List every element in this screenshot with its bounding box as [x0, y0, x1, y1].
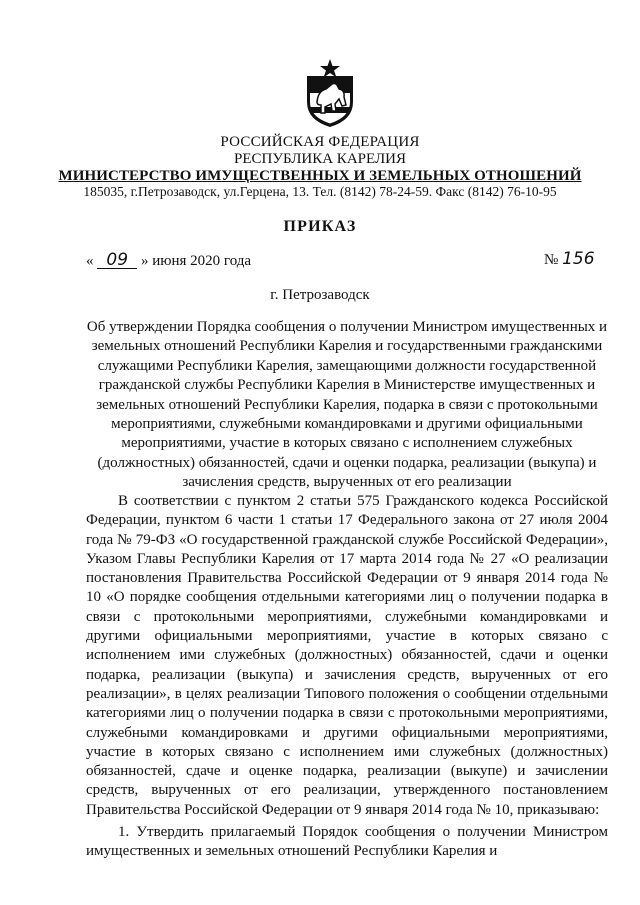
ministry-header: МИНИСТЕРСТВО ИМУЩЕСТВЕННЫХ И ЗЕМЕЛЬНЫХ ОТНОШЕНИЙ	[58, 168, 582, 184]
order-number	[544, 249, 595, 269]
region-header: РЕСПУБЛИКА КАРЕЛИЯ	[234, 151, 406, 167]
order-number-handwritten: 156	[562, 249, 595, 269]
order-city: г. Петрозаводск	[270, 287, 370, 303]
order-day-handwritten: 09	[97, 252, 137, 269]
document-type: ПРИКАЗ	[283, 218, 357, 235]
ministry-address: 185035, г.Петрозаводск, ул.Герцена, 13. Тел. (8142) 78-24-59. Факс (8142) 76-10-95	[83, 184, 557, 199]
quote-open: «	[86, 253, 94, 269]
body-paragraph-item-1: 1. Утвердить прилагаемый Порядок сообщения о получении Министром имущественных и земельных отношений Республики Карелия и	[86, 824, 608, 860]
country-header: РОССИЙСКАЯ ФЕДЕРАЦИЯ	[220, 134, 420, 150]
order-date	[86, 252, 251, 270]
order-month-year: июня 2020 года	[152, 253, 252, 269]
number-sign: №	[544, 252, 559, 268]
quote-close: »	[141, 253, 149, 269]
body-paragraph-preamble: В соответствии с пунктом 2 статьи 575 Гражданского кодекса Российской Федерации, пунктом 6 части 1 статьи 17 Федерального закона от 27 июля 2004 года № 79-ФЗ «О государственной гражданской службе Российской Федерации», Указом Главы Республики Карелия от 17 марта 2014 года № 27 «О реализации постановления Правительства Российской Федерации от 9 января 2014 года № 10 «О порядке сообщения отдельными категориями лиц о получении подарка в связи с протокольными мероприятиями, служебными командировками и другими официальными мероприятиями, участие в которых связано с исполнением ими служебных (должностных) обязанностей, сдачи и оценки подарка, реализации (выкупа) и зачисления средств, вырученных от его реализации», в целях реализации Типового положения о сообщении отдельными категориями лиц о получении подарка в связи с протокольными мероприятиями, служебными командировками и другими официальными мероприятиями, участие в которых связано с исполнением ими служебных (должностных) обязанностей, сдаче и оценке подарка, реализации (выкупе) и зачислении средств, вырученных от его реализации, утвержденного постановлением Правительства Российской Федерации от 9 января 2014 года № 10, приказываю:	[86, 493, 608, 818]
order-body	[86, 492, 608, 862]
karelia-coat-of-arms-icon	[301, 58, 359, 128]
order-title: Об утверждении Порядка сообщения о получении Министром имущественных и земельных отношений Республики Карелия и государственными гражданскими служащими Республики Карелия, замещающими должности государственной гражданской службы Республики Карелия в Министерстве имущественных и земельных отношений Республики Карелия, подарка в связи с протокольными мероприятиями, служебными командировками и другими официальными мероприятиями, участие в которых связано с исполнением служебных (должностных) обязанностей, сдачи и оценки подарка, реализации (выкупа) и зачисления средств, вырученных от его реализации	[86, 319, 608, 491]
